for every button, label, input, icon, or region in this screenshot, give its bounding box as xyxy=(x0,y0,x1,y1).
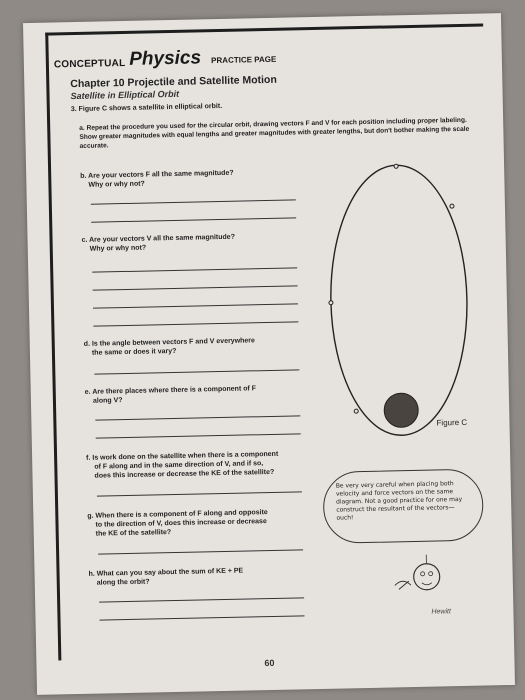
question-b-line2: Why or why not? xyxy=(88,180,145,189)
speech-bubble: Be very very careful when placing both velocity and force vectors on the same diagram. Not a good practice for one may construct the resultant of the vectors— ouch! xyxy=(322,469,483,544)
question-f-line2: of F along and in the same direction of V, and if so, xyxy=(94,460,264,471)
question-d-line1: d. Is the angle between vectors F and V everywhere xyxy=(83,337,255,348)
question-h-line2: along the orbit? xyxy=(96,578,150,587)
author-signature: Hewitt xyxy=(431,608,451,616)
satellite-position-marker xyxy=(354,409,358,413)
question-g-line3: the KE of the satellite? xyxy=(95,529,172,538)
orbit-diagram xyxy=(311,154,487,447)
question-f-line1: f. Is work done on the satellite when there is a component xyxy=(86,450,279,462)
cartoon-character-icon xyxy=(384,554,455,605)
question-e-line2: along V? xyxy=(92,397,123,405)
question-f-line3: does this increase or decrease the KE of the satellite? xyxy=(94,468,275,480)
question-h-line1: h. What can you say about the sum of KE + PE xyxy=(88,567,244,578)
earth-planet xyxy=(384,393,419,428)
question-3: 3. Figure C shows a satellite in elliptical orbit. xyxy=(70,102,223,114)
question-e-line1: e. Are there places where there is a component of F xyxy=(84,385,257,396)
section-subtitle: Satellite in Elliptical Orbit xyxy=(70,88,180,102)
figure-label: Figure C xyxy=(436,417,468,428)
worksheet-page xyxy=(23,13,515,695)
satellite-position-marker xyxy=(394,164,398,168)
question-a: a. Repeat the procedure you used for the circular orbit, drawing vectors F and V for each position including proper labeling. Show greater magnitudes with equal lengths and greater magnitudes with greater lengths, but don't bother making the scale accurate. xyxy=(79,116,470,150)
question-g xyxy=(87,507,324,539)
question-g-line1: g. When there is a component of F along and opposite xyxy=(87,509,268,520)
question-c-line2: Why or why not? xyxy=(89,244,147,253)
satellite-position-marker xyxy=(329,301,333,305)
question-b-line1: b. Are your vectors F all the same magnitude? xyxy=(80,169,234,180)
chapter-title: Chapter 10 Projectile and Satellite Motion xyxy=(70,73,277,91)
page-header xyxy=(53,40,282,71)
brand-conceptual: CONCEPTUAL xyxy=(53,57,126,71)
page-number: 60 xyxy=(264,657,275,669)
question-d-line2: the same or does it vary? xyxy=(91,347,177,357)
practice-page-label: PRACTICE PAGE xyxy=(211,54,277,66)
figure-c-orbit xyxy=(311,154,487,447)
question-c-line1: c. Are your vectors V all the same magnitude? xyxy=(81,233,236,244)
brand-physics: Physics xyxy=(129,47,202,70)
question-g-line2: to the direction of V, does this increase or decrease xyxy=(95,518,267,529)
satellite-position-marker xyxy=(450,204,454,208)
question-f xyxy=(86,449,337,481)
